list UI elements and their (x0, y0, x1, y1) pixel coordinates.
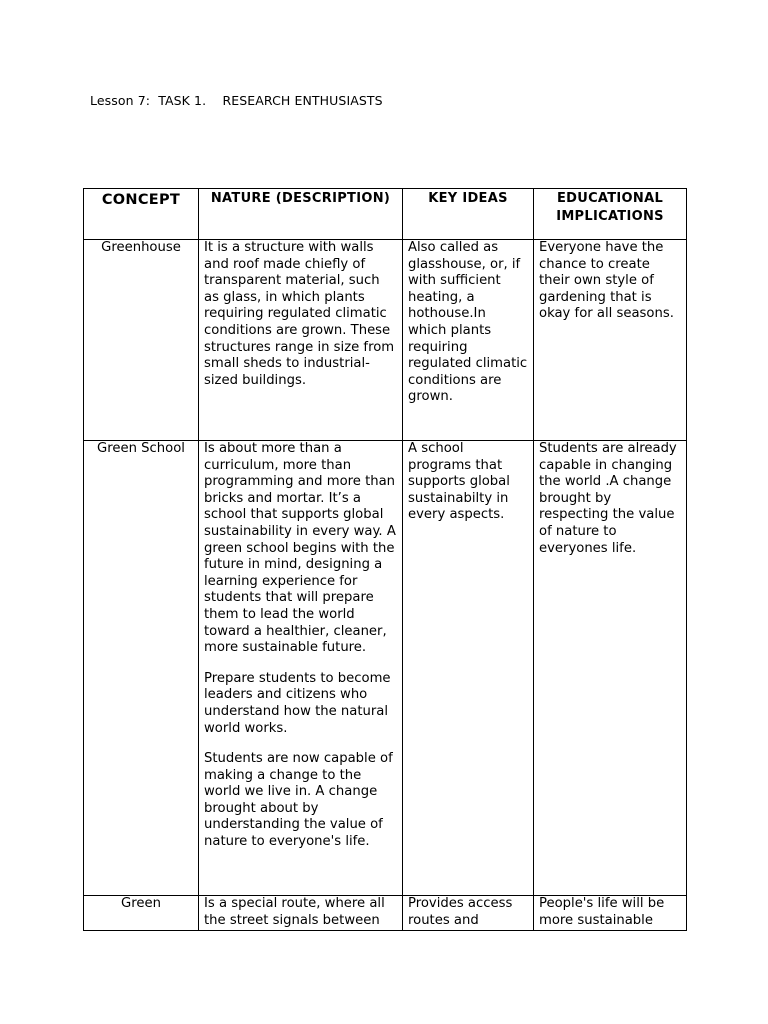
cell-concept (84, 896, 199, 931)
cell-concept: Greenhouse (84, 240, 199, 441)
nature-paragraph: Is a special route, where all the street signals between (204, 896, 385, 928)
nature-paragraph: It is a structure with walls and roof made chiefly of transparent material, such as glass, in which plants requiring regulated climatic conditions are grown. These structures range in size from small sheds to industrial-sized buildings. (204, 240, 395, 388)
table-row (84, 240, 687, 441)
nature-paragraph: Is about more than a curriculum, more than programming and more than bricks and mortar. It’s a school that supports global sustainability in every way. A green school begins with the future in mind, designing a learning experience for students that will prepare them to lead the world toward a healthier, cleaner, more sustainable future. (204, 441, 396, 656)
cell-educational-implications: Students are already capable in changing the world .A change brought by respecting the value of nature to everyones life. (534, 441, 687, 896)
header-nature: NATURE (DESCRIPTION) (199, 189, 403, 240)
cell-key-ideas-text: Provides access routes and (408, 896, 513, 928)
table-row (84, 441, 687, 896)
cell-key-ideas: A school programs that supports global sustainabilty in every aspects. (403, 441, 534, 896)
cell-educational-implications-text: People's life will be more sustainable (539, 896, 665, 928)
cell-key-ideas: Also called as glasshouse, or, if with sufficient heating, a hothouse.In which plants requiring regulated climatic conditions are grown. (403, 240, 534, 441)
cell-nature (199, 441, 403, 896)
table-row (84, 896, 687, 931)
nature-paragraph: Prepare students to become leaders and citizens who understand how the natural world works. (204, 670, 391, 736)
cell-key-ideas (403, 896, 534, 931)
header-key-ideas: KEY IDEAS (403, 189, 534, 240)
concept-table (83, 188, 687, 931)
table-header-row (84, 189, 687, 240)
cell-educational-implications: Everyone have the chance to create their own style of gardening that is okay for all seasons. (534, 240, 687, 441)
cell-concept-text: Green (121, 896, 161, 911)
header-educational-implications: EDUCATIONAL IMPLICATIONS (534, 189, 687, 240)
document-title: Lesson 7: TASK 1. RESEARCH ENTHUSIASTS (90, 93, 383, 108)
nature-paragraph: Students are now capable of making a change to the world we live in. A change brought about by understanding the value of nature to everyone's life. (204, 751, 393, 850)
header-concept: CONCEPT (84, 189, 199, 240)
cell-concept: Green School (84, 441, 199, 896)
cell-nature (199, 240, 403, 441)
cell-educational-implications (534, 896, 687, 931)
cell-nature (199, 896, 403, 931)
